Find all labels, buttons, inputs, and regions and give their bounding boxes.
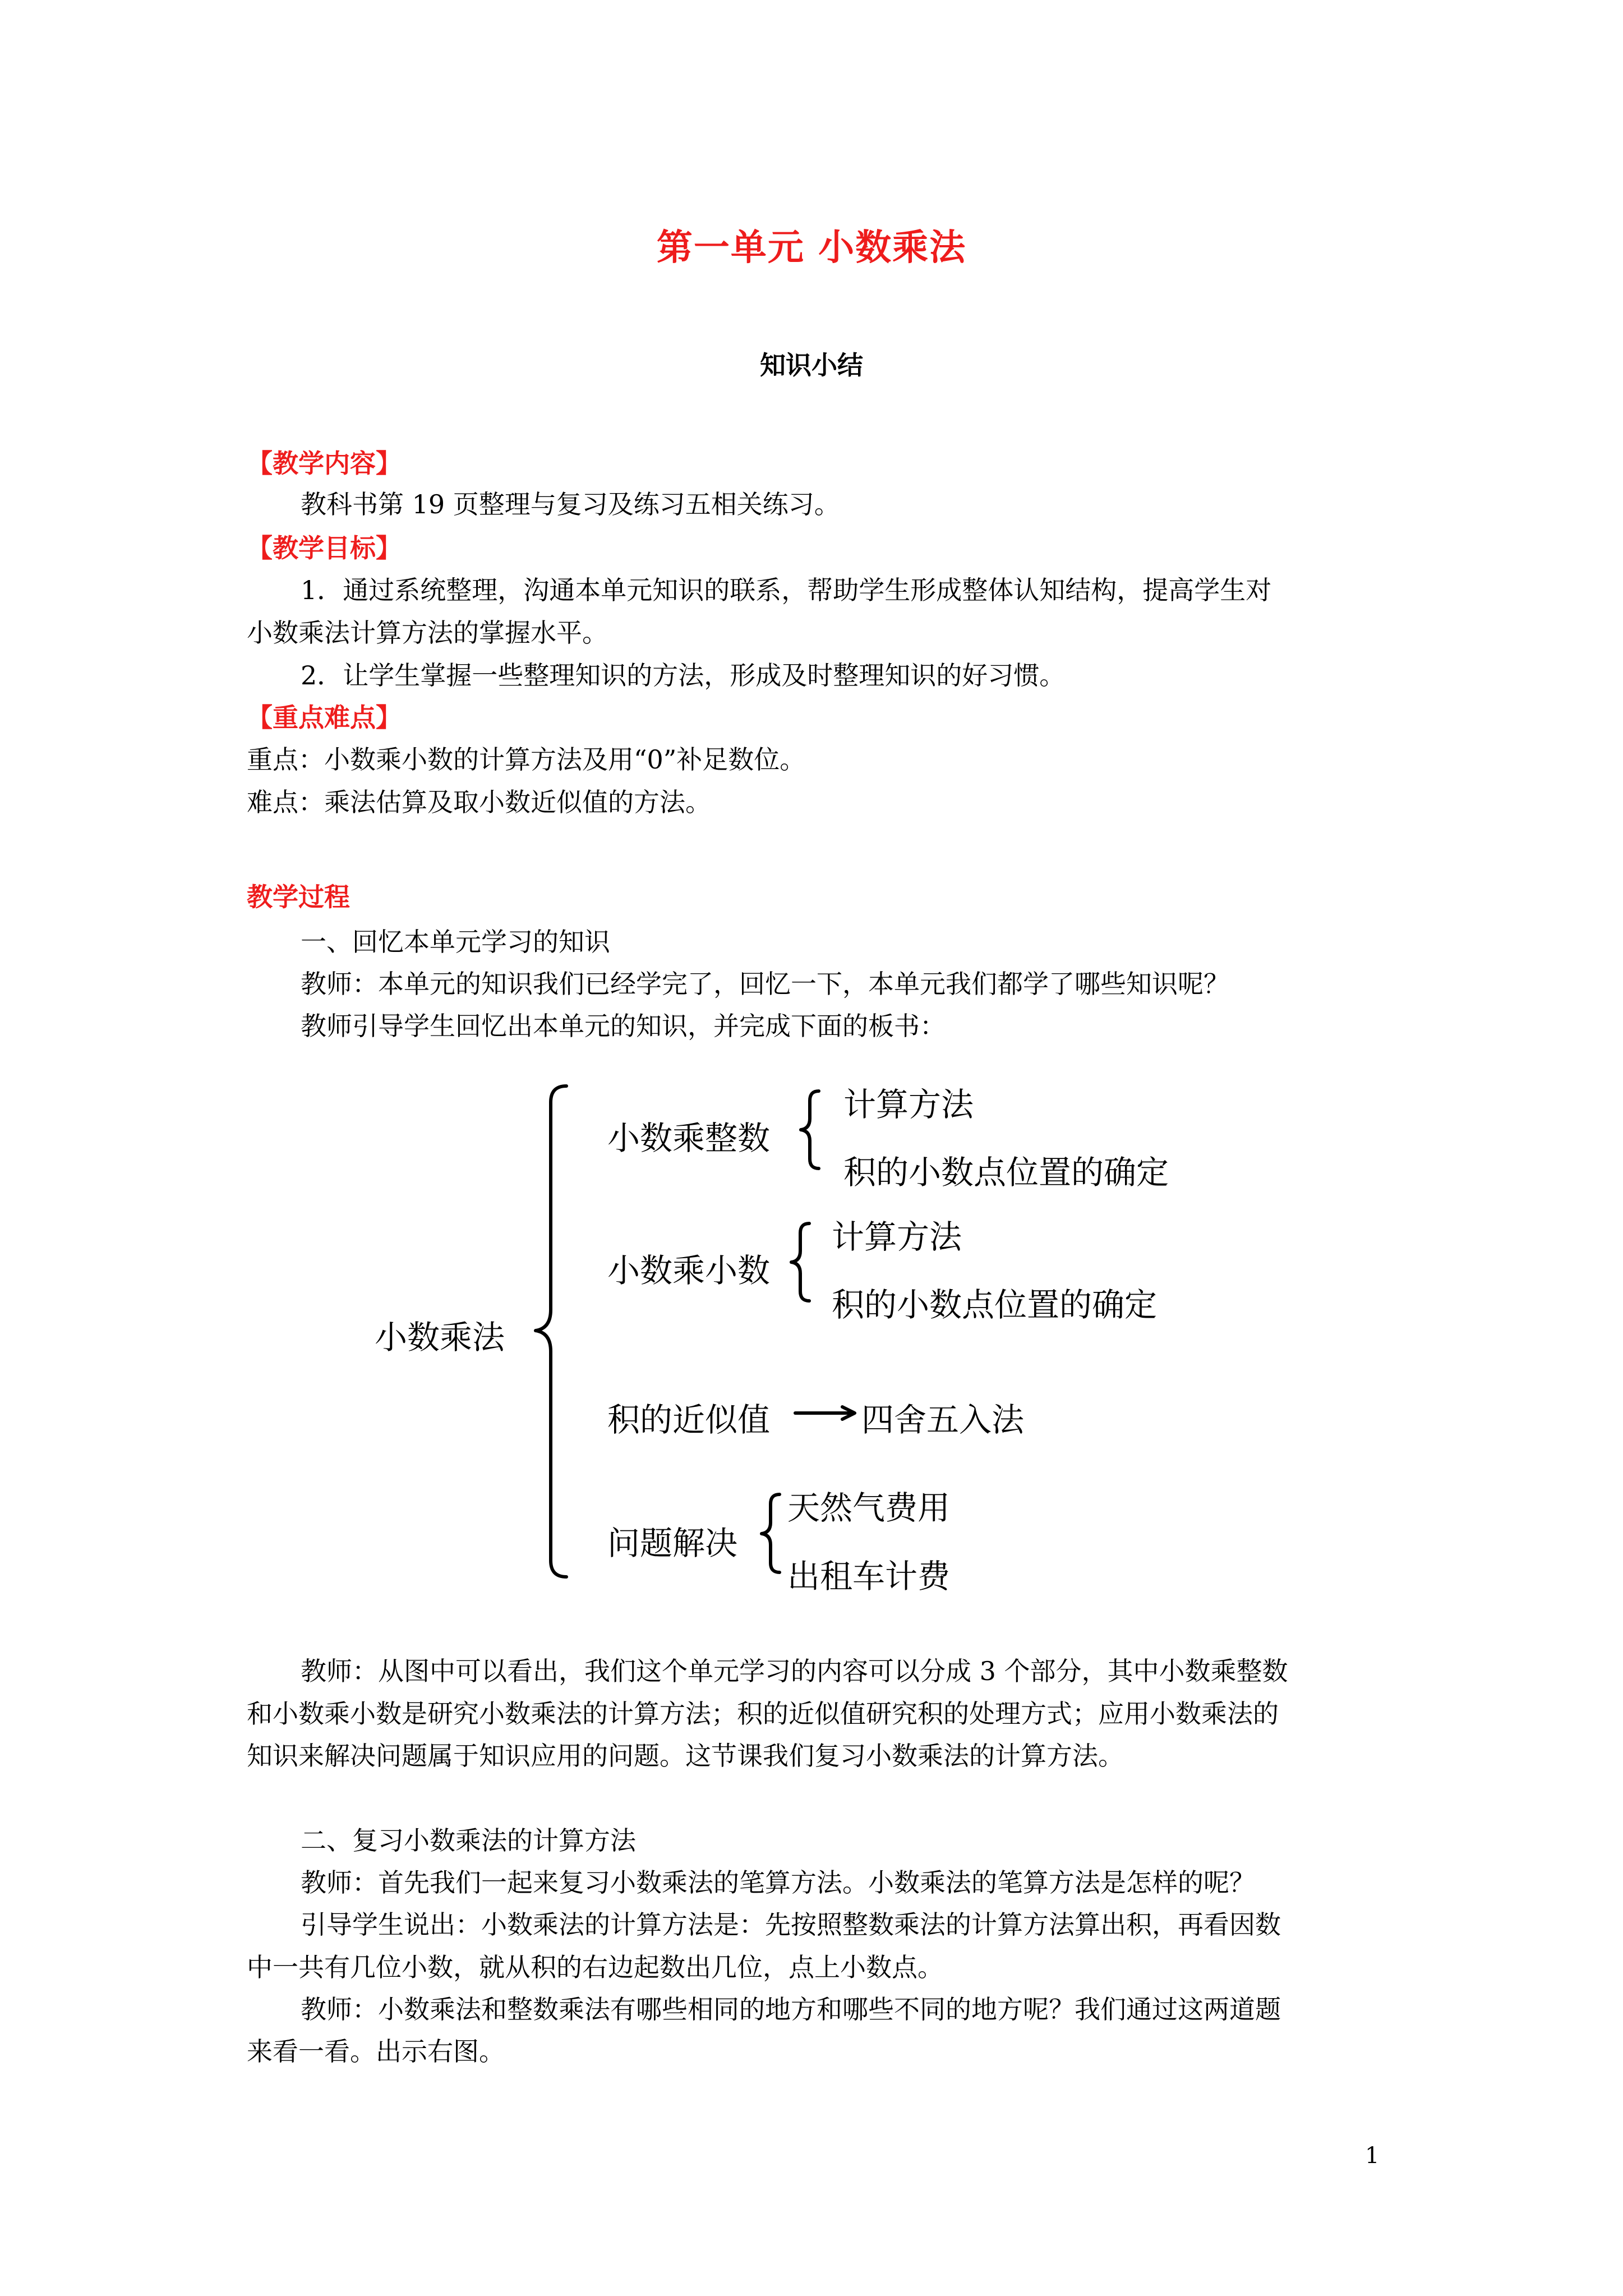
part2-question-line-1: 教师：小数乘法和整数乘法有哪些相同的地方和哪些不同的地方呢？我们通过这两道题: [301, 1994, 1281, 2024]
branch-4-leaf-2: 出租车计费: [787, 1557, 951, 1595]
difficult-point: 难点：乘法估算及取小数近似值的方法。: [247, 787, 711, 817]
branch4-brace: [762, 1494, 780, 1572]
root-brace: [536, 1086, 566, 1577]
key-point: 重点：小数乘小数的计算方法及用“0”补足数位。: [247, 744, 806, 775]
part2-guide-line-2: 中一共有几位小数，就从积的右边起数出几位，点上小数点。: [247, 1952, 943, 1982]
content-text: 教科书第 19 页整理与复习及练习五相关练习。: [301, 489, 840, 519]
part1-teacher: 教师：本单元的知识我们已经学完了，回忆一下，本单元我们都学了哪些知识呢？: [301, 969, 1229, 999]
branch-1-leaf-1: 计算方法: [843, 1085, 974, 1124]
branch-3-label: 积的近似值: [607, 1401, 771, 1439]
branch-4-leaf-1: 天然气费用: [787, 1489, 951, 1527]
page-subtitle: 知识小结: [760, 350, 863, 380]
branch-1-leaf-2: 积的小数点位置的确定: [843, 1153, 1169, 1191]
branch1-brace: [801, 1091, 819, 1168]
diagram-root: 小数乘法: [375, 1318, 505, 1356]
section-heading-content: 【教学内容】: [247, 448, 402, 478]
goal-2: 2．让学生掌握一些整理知识的方法，形成及时整理知识的好习惯。: [301, 660, 1066, 691]
summary-line-1: 教师：从图中可以看出，我们这个单元学习的内容可以分成 3 个部分，其中小数乘整数: [301, 1656, 1288, 1686]
branch-1-label: 小数乘整数: [607, 1119, 771, 1157]
summary-line-3: 知识来解决问题属于知识应用的问题。这节课我们复习小数乘法的计算方法。: [247, 1741, 1124, 1771]
part2-question-line-2: 来看一看。出示右图。: [247, 2036, 505, 2067]
branch-4-label: 问题解决: [607, 1524, 738, 1562]
branch-2-leaf-1: 计算方法: [832, 1218, 962, 1256]
branch-2-leaf-2: 积的小数点位置的确定: [832, 1286, 1158, 1324]
part2-teacher: 教师：首先我们一起来复习小数乘法的笔算方法。小数乘法的笔算方法是怎样的呢？: [301, 1867, 1255, 1898]
section-heading-keypoints: 【重点难点】: [247, 702, 402, 733]
branch2-brace: [791, 1223, 809, 1301]
goal-1-line-2: 小数乘法计算方法的掌握水平。: [247, 618, 608, 648]
section-heading-goals: 【教学目标】: [247, 533, 402, 563]
section-heading-process: 教学过程: [247, 882, 350, 912]
page-number: 1: [1365, 2143, 1380, 2169]
part1-guide: 教师引导学生回忆出本单元的知识，并完成下面的板书：: [301, 1011, 946, 1041]
branch-3-result: 四舍五入法: [861, 1401, 1025, 1439]
branch-2-label: 小数乘小数: [607, 1251, 771, 1290]
goal-1-line-1: 1．通过系统整理，沟通本单元知识的联系，帮助学生形成整体认知结构，提高学生对: [301, 575, 1272, 605]
page-title: 第一单元 小数乘法: [656, 227, 967, 269]
summary-line-2: 和小数乘小数是研究小数乘法的计算方法；积的近似值研究积的处理方式；应用小数乘法的: [247, 1699, 1279, 1729]
part2-heading: 二、复习小数乘法的计算方法: [301, 1825, 636, 1856]
part2-guide-line-1: 引导学生说出：小数乘法的计算方法是：先按照整数乘法的计算方法算出积，再看因数: [301, 1910, 1281, 1940]
part1-heading: 一、回忆本单元学习的知识: [301, 927, 610, 957]
